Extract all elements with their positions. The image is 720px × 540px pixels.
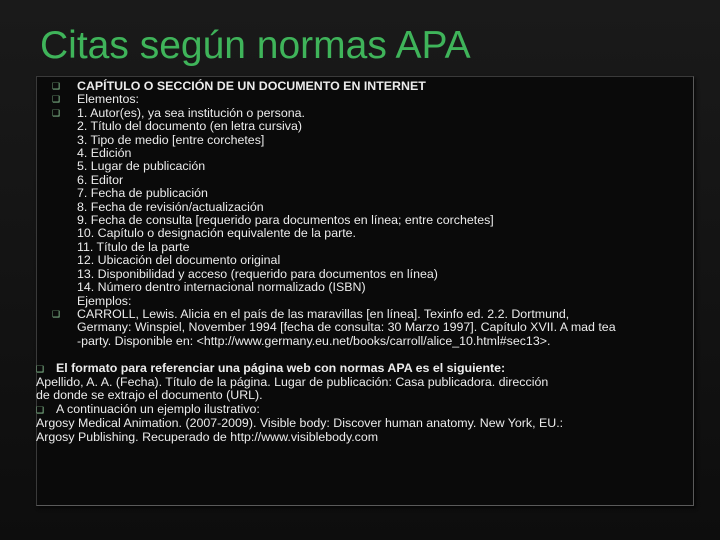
checkbox-bullet-icon: ❑ bbox=[52, 81, 61, 91]
list-item: 12. Ubicación del documento original bbox=[77, 253, 281, 268]
examples-label: Ejemplos: bbox=[77, 293, 132, 308]
apa-web-section bbox=[36, 362, 694, 444]
apa-format-line: de donde se extrajo el documento (URL). bbox=[36, 388, 263, 403]
example-citation-line: Argosy Medical Animation. (2007-2009). Visible body: Discover human anatomy. New York, EU.: bbox=[36, 416, 564, 431]
bullet-item-example-citation bbox=[46, 308, 694, 348]
list-item: 7. Fecha de publicación bbox=[77, 186, 208, 201]
citation-line: -party. Disponible en: <http://www.germany.eu.net/books/carroll/alice_10.html#sec13>. bbox=[77, 333, 551, 348]
list-item: 5. Lugar de publicación bbox=[77, 159, 206, 174]
list-item: 9. Fecha de consulta [requerido para documentos en línea; entre corchetes] bbox=[77, 213, 494, 228]
apa-web-heading-row bbox=[36, 362, 694, 376]
bullet-item-heading bbox=[46, 80, 694, 93]
list-item: 11. Título de la parte bbox=[77, 239, 190, 254]
citation-line: CARROLL, Lewis. Alicia en el país de las maravillas [en línea]. Texinfo ed. 2.2. Dortmund, bbox=[77, 306, 570, 321]
checkbox-bullet-icon: ❑ bbox=[52, 308, 61, 319]
list-item: 2. Título del documento (en letra cursiva) bbox=[77, 119, 302, 134]
checkbox-bullet-icon: ❑ bbox=[52, 107, 61, 118]
slide-body bbox=[36, 79, 694, 444]
elements-label: Elementos: bbox=[77, 92, 139, 107]
example-intro: A continuación un ejemplo ilustrativo: bbox=[56, 401, 260, 416]
list-item: 4. Edición bbox=[77, 146, 132, 161]
list-item: 8. Fecha de revisión/actualización bbox=[77, 199, 264, 214]
example-citation-line: Argosy Publishing. Recuperado de http://www.visiblebody.com bbox=[36, 429, 379, 444]
citation-line: Germany: Winspiel, November 1994 [fecha de consulta: 30 Marzo 1997]. Capítulo XVII. A mad tea bbox=[77, 320, 616, 335]
list-item: 6. Editor bbox=[77, 172, 124, 187]
list-item: 13. Disponibilidad y acceso (requerido para documentos en línea) bbox=[77, 266, 438, 281]
list-item: 14. Número dentro internacional normalizado (ISBN) bbox=[77, 280, 366, 295]
list-item: 1. Autor(es), ya sea institución o persona. bbox=[77, 105, 305, 120]
bullet-item-elements-list bbox=[46, 107, 694, 308]
slide-title: Citas según normas APA bbox=[40, 24, 471, 67]
checkbox-bullet-icon: ❑ bbox=[52, 94, 61, 105]
bullet-item-elements-label bbox=[46, 93, 694, 106]
example-intro-row bbox=[36, 403, 694, 417]
list-item: 10. Capítulo o designación equivalente de la parte. bbox=[77, 226, 356, 241]
section-heading: CAPÍTULO O SECCIÓN DE UN DOCUMENTO EN INTERNET bbox=[77, 79, 426, 93]
list-item: 3. Tipo de medio [entre corchetes] bbox=[77, 132, 265, 147]
spacer bbox=[46, 348, 694, 361]
apa-web-heading: El formato para referenciar una página web con normas APA es el siguiente: bbox=[56, 360, 506, 375]
apa-format-line: Apellido, A. A. (Fecha). Título de la página. Lugar de publicación: Casa publicadora. dirección bbox=[36, 374, 549, 389]
checkbox-bullet-icon: ❑ bbox=[36, 404, 45, 415]
checkbox-bullet-icon: ❑ bbox=[36, 363, 45, 374]
